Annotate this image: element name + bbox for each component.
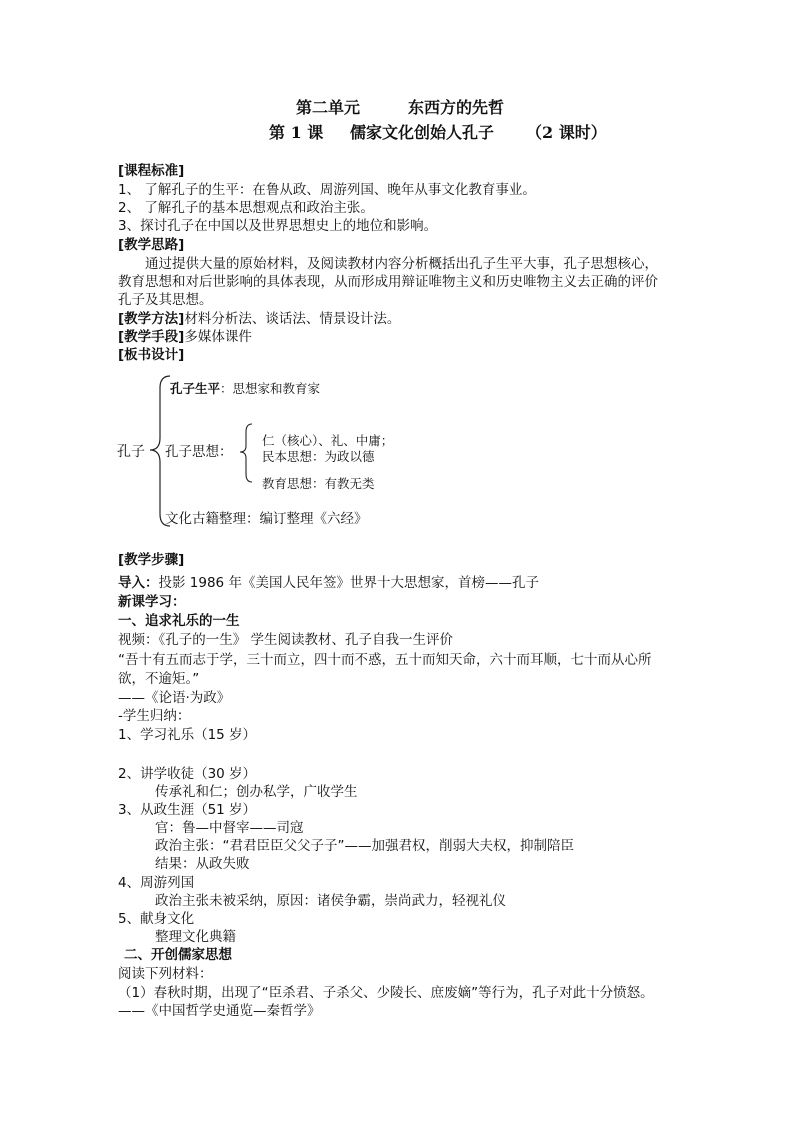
- standards-item: 1、 了解孔子的生平：在鲁从政、周游列国、晚年从事文化教育事业。: [118, 182, 536, 198]
- life-point: 2、讲学收徒（30 岁）: [118, 766, 257, 782]
- life-point: 5、献身文化: [118, 911, 195, 927]
- unit-label: 第二单元: [296, 98, 361, 117]
- lesson-title: 儒家文化创始人孔子: [350, 123, 495, 142]
- approach-heading: [教学思路]: [118, 237, 185, 253]
- life-detail: 政治主张未被采纳，原因：诸侯争霸，崇尚武力，轻视礼仪: [155, 893, 506, 909]
- lesson-number: 第 1 课: [269, 123, 324, 142]
- intro-line: [118, 574, 539, 592]
- material-source: ——《中国哲学史通览—秦哲学》: [118, 1003, 321, 1019]
- standards-item: 2、 了解孔子的基本思想观点和政治主张。: [118, 200, 374, 216]
- standards-item: 3、探讨孔子在中国以及世界思想史上的地位和影响。: [118, 218, 438, 234]
- approach-line: 孔子及其思想。: [118, 292, 213, 308]
- board-root: 孔子: [117, 444, 145, 460]
- board-classics: 文化古籍整理：编订整理《六经》: [165, 511, 368, 527]
- method-line: [118, 310, 400, 328]
- board-thought-item: 教育思想：有教无类: [262, 476, 375, 491]
- material-line: （1）春秋时期，出现了“臣杀君、子杀父、少陵长、庶废嫡”等行为，孔子对此十分愤怒。: [118, 985, 654, 1001]
- approach-line: 教育思想和对后世影响的具体表现，从而形成用辩证唯物主义和历史唯物主义去正确的评价: [118, 274, 658, 290]
- lesson-hours: （2 课时）: [526, 123, 607, 142]
- method-text: 材料分析法、谈话法、情景设计法。: [184, 311, 401, 327]
- means-line: [118, 328, 252, 346]
- new-lesson-label: 新课学习：: [118, 594, 186, 610]
- inner-brace-icon: [232, 420, 258, 486]
- board-heading: [板书设计]: [118, 347, 185, 363]
- standards-heading: [课程标准]: [118, 163, 185, 179]
- means-text: 多媒体课件: [184, 329, 252, 345]
- intro-label: 导入：: [118, 575, 159, 591]
- section-heading: 一、追求礼乐的一生: [118, 613, 240, 629]
- life-detail: 政治主张：“君君臣臣父父子子”——加强君权，削弱大夫权，抑制陪臣: [155, 838, 574, 854]
- quote-line: 欲，不逾矩。”: [118, 671, 200, 687]
- quote-source: ——《论语·为政》: [118, 690, 231, 706]
- steps-heading: [教学步骤]: [118, 552, 185, 568]
- board-life: [170, 380, 320, 398]
- board-thought-item: 仁（核心）、礼、中庸；: [262, 433, 394, 448]
- intro-text: 投影 1986 年《美国人民年签》世界十大思想家，首榜——孔子: [158, 575, 539, 591]
- life-point: 4、周游列国: [118, 875, 195, 891]
- quote-line: “吾十有五而志于学，三十而立，四十而不惑，五十而知天命，六十而耳顺，七十而从心所: [118, 652, 652, 668]
- video-line: 视频：《孔子的一生》 学生阅读教材、孔子自我一生评价: [118, 632, 454, 648]
- board-thought-label: 孔子思想：: [165, 444, 233, 460]
- means-heading: [教学手段]: [118, 329, 185, 345]
- section-heading: 二、开创儒家思想: [124, 947, 232, 963]
- board-life-label: 孔子生平: [170, 381, 221, 396]
- approach-line: 通过提供大量的原始材料，及阅读教材内容分析概括出孔子生平大事，孔子思想核心，: [145, 256, 658, 272]
- life-detail: 传承礼和仁；创办私学，广收学生: [155, 784, 358, 800]
- summary-label: -学生归纳：: [118, 708, 191, 724]
- unit-title: 东西方的先哲: [408, 98, 505, 117]
- reading-label: 阅读下列材料：: [118, 966, 213, 982]
- board-thought-item: 民本思想：为政以德: [262, 449, 375, 464]
- life-detail: 官：鲁—中督宰——司寇: [155, 820, 304, 836]
- board-life-text: ：思想家和教育家: [220, 381, 321, 396]
- life-point: 1、学习礼乐（15 岁）: [118, 727, 257, 743]
- life-detail: 整理文化典籍: [155, 929, 236, 945]
- life-point: 3、从政生涯（51 岁）: [118, 802, 257, 818]
- method-heading: [教学方法]: [118, 311, 185, 327]
- life-detail: 结果：从政失败: [155, 856, 250, 872]
